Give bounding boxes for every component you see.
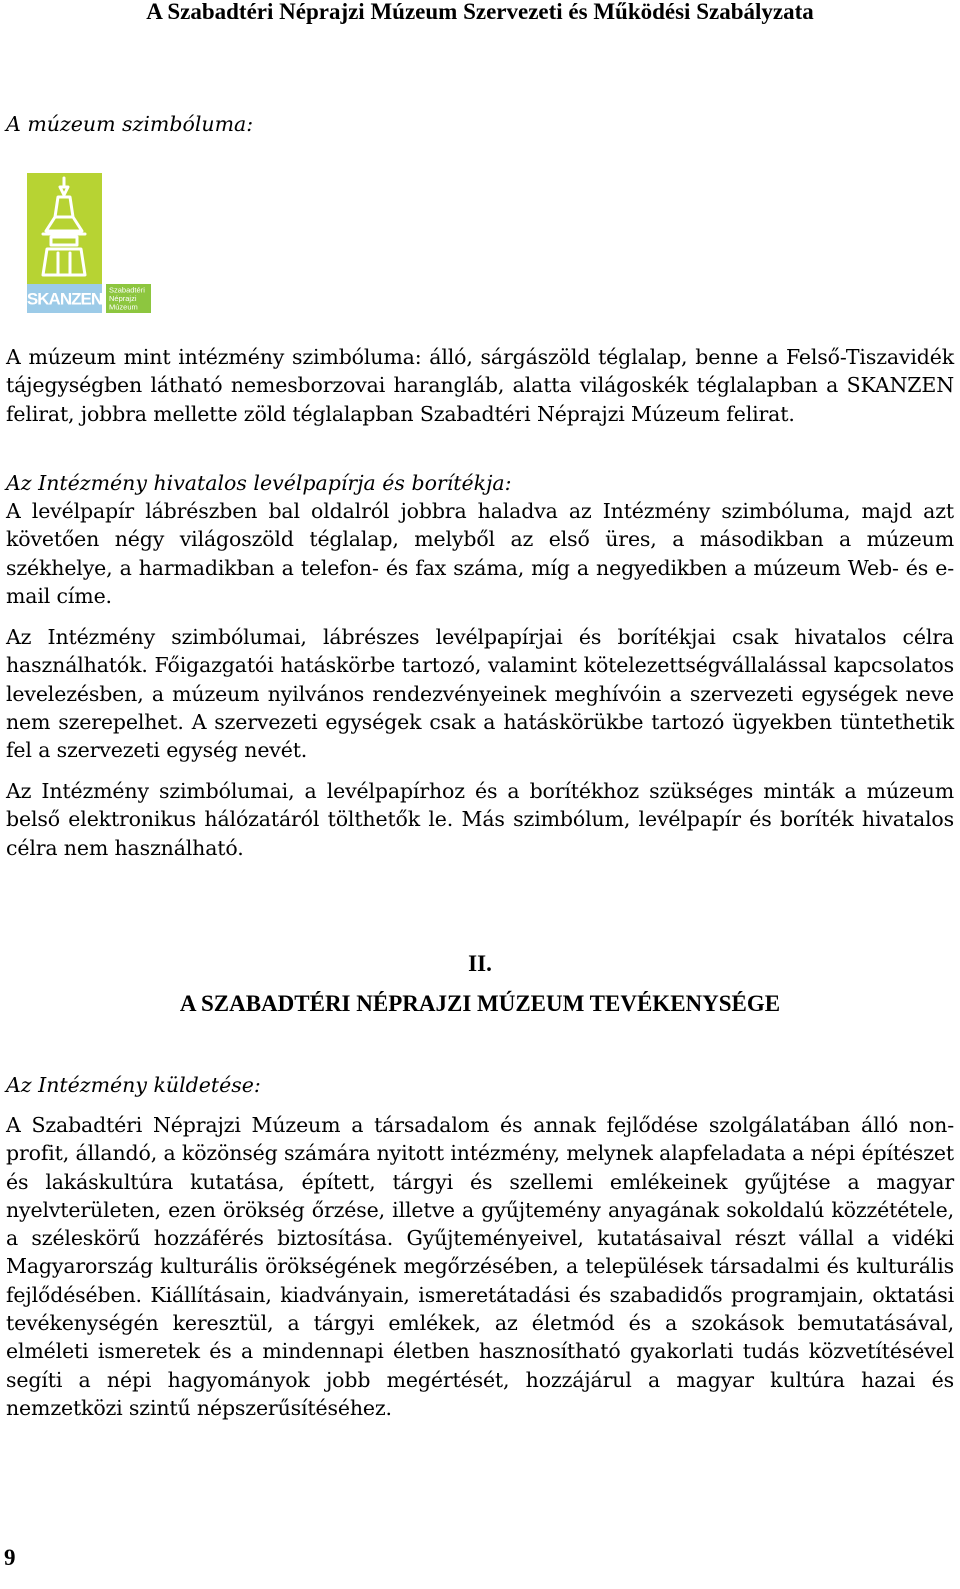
letterhead-paragraph-1: A levélpapír lábrészben bal oldalról jobbra haladva az Intézmény szimbóluma, majd azt követően négy világoszöld téglalap, melyből az első üres, a másodikban a múzeum székhelye, a harmadikban a telefon- és fax száma, míg a negyedikben a múzeum Web- és e-mail címe. [6, 499, 954, 608]
document-header: A Szabadtéri Néprajzi Múzeum Szervezeti és Működési Szabályzata [146, 0, 814, 24]
logo-brand-text: SKANZEN [27, 289, 103, 309]
letterhead-paragraph-2: Az Intézmény szimbólumai, lábrészes levélpapírjai és borítékjai csak hivatalos célra használhatók. Főigazgatói hatáskörbe tartozó, valamint kötelezettségvállalással kapcsolatos levelezésben, a múzeum nyilvános rendezvényeinek meghívóin a szervezeti egységek neve nem szerepelhet. A szervezeti egységek csak a hatáskörükbe tartozó ügyekben tüntethetik fel a szervezeti egység nevét. [6, 625, 954, 763]
bell-tower-logo-icon [27, 173, 151, 313]
chapter-title: A SZABADTÉRI NÉPRAJZI MÚZEUM TEVÉKENYSÉGE [179, 991, 781, 1016]
symbol-description: A múzeum mint intézmény szimbóluma: álló, sárgászöld téglalap, benne a Felső-Tiszavidék tájegységben látható nemesborzovai harangláb, alatta világoskék téglalapban a SKANZEN felirat, jobbra mellette zöld téglalapban Szabadtéri Néprajzi Múzeum felirat. [6, 345, 954, 426]
chapter-number: II. [468, 951, 492, 976]
page-number: 9 [4, 1545, 16, 1570]
mission-paragraph: A Szabadtéri Néprajzi Múzeum a társadalom és annak fejlődése szolgálatában álló non-profit, állandó, a közönség számára nyitott intézmény, melynek alapfeladata a népi építészet és lakáskultúra kutatása, épített, tárgyi és szellemi emlékeinek gyűjtése a magyar nyelvterületen, ezen örökség őrzése, illetve a gyűjtemény anyagának sokoldalú közzététele, a széleskörű hozzáférés biztosítása. Gyűjteményeivel, kutatásaival részt vállal a vidéki Magyarország kulturális örökségének megőrzésében, a települések társadalmi és kulturális fejlődésében. Kiállításain, kiadványain, ismeretátadási és szabadidős programjain, oktatási tevékenységén keresztül, a tárgyi emlékek, az életmód és a szokások bemutatásával, elméleti ismeretek és a mindennapi életben hasznosítható gyakorlati tudás közvetítésével segíti a népi hagyományok jobb megértését, hozzájárul a magyar kultúra hazai és nemzetközi szintű népszerűsítéséhez. [6, 1113, 954, 1420]
symbol-heading: A múzeum szimbóluma: [6, 112, 254, 136]
mission-heading: Az Intézmény küldetése: [6, 1073, 261, 1097]
museum-logo [27, 173, 151, 313]
logo-caption-line-3: Múzeum [109, 302, 138, 312]
letterhead-paragraph-3: Az Intézmény szimbólumai, a levélpapírhoz és a borítékhoz szükséges minták a múzeum belső elektronikus hálózatáról tölthetők le. Más szimbólum, levélpapír és boríték hivatalos célra nem használható. [6, 779, 954, 860]
logo-caption-line-1: Szabadtéri [109, 285, 145, 295]
logo-caption-line-2: Néprajzi [109, 294, 137, 303]
letterhead-heading: Az Intézmény hivatalos levélpapírja és borítékja: [6, 471, 512, 495]
